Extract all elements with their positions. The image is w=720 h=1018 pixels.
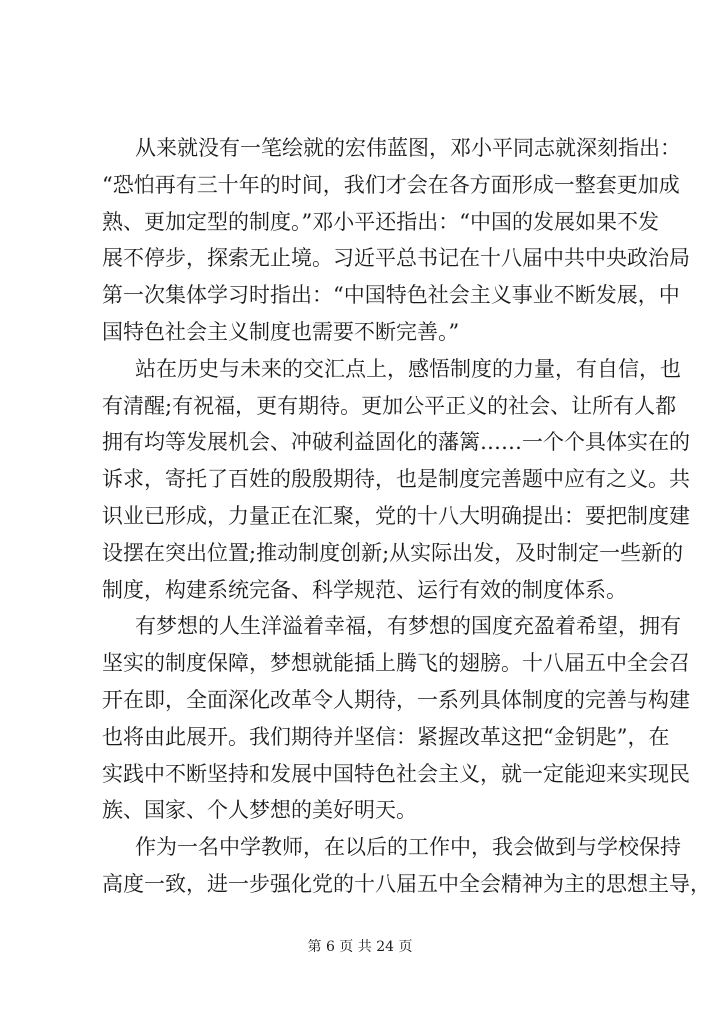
text-line: 也将由此展开。我们期待并坚信：紧握改革这把“金钥匙”，在	[102, 724, 670, 749]
text-line: 诉求，寄托了百姓的殷殷期待，也是制度完善题中应有之义。共	[102, 467, 690, 492]
text-line: 作为一名中学教师，在以后的工作中，我会做到与学校保持	[135, 835, 681, 860]
text-line: 识业已形成，力量正在汇聚，党的十八大明确提出：要把制度建	[102, 503, 690, 528]
text-line: 第一次集体学习时指出：“中国特色社会主义事业不断发展，中	[102, 283, 680, 308]
text-line: 从来就没有一笔绘就的宏伟蓝图，邓小平同志就深刻指出：	[135, 136, 681, 160]
text-line: 熟、更加定型的制度。”邓小平还指出：“中国的发展如果不发	[102, 209, 659, 234]
text-line: 设摆在突出位置;推动制度创新;从实际出发，及时制定一些新的	[102, 540, 684, 565]
text-line: 拥有均等发展机会、冲破利益固化的藩篱……一个个具体实在的	[102, 430, 690, 455]
text-line: 国特色社会主义制度也需要不断完善。”	[102, 319, 460, 344]
text-line: 高度一致，进一步强化党的十八届五中全会精神为主的思想主导，	[102, 871, 711, 896]
text-line: 族、国家、个人梦想的美好明天。	[102, 798, 417, 823]
text-line: 展不停步，探索无止境。习近平总书记在十八届中共中央政治局	[102, 246, 690, 271]
paragraph-1	[102, 130, 690, 351]
text-line: 制度，构建系统完备、科学规范、运行有效的制度体系。	[102, 577, 627, 602]
text-line: 有清醒;有祝福，更有期待。更加公平正义的社会、让所有人都	[102, 393, 677, 418]
text-line: 有梦想的人生洋溢着幸福，有梦想的国度充盈着希望，拥有	[135, 614, 681, 639]
paragraph-4	[102, 829, 711, 903]
paragraph-2	[102, 351, 690, 609]
page-number-footer: 第 6 页 共 24 页	[307, 939, 413, 955]
body-text	[102, 130, 711, 903]
text-line: “恐怕再有三十年的时间，我们才会在各方面形成一整套更加成	[102, 172, 680, 197]
text-line: 实践中不断坚持和发展中国特色社会主义，就一定能迎来实现民	[102, 761, 690, 786]
paragraph-3	[102, 608, 690, 829]
text-line: 站在历史与未来的交汇点上，感悟制度的力量，有自信，也	[135, 356, 681, 381]
text-line: 开在即，全面深化改革令人期待，一系列具体制度的完善与构建	[102, 687, 690, 712]
text-line: 坚实的制度保障，梦想就能插上腾飞的翅膀。十八届五中全会召	[102, 651, 690, 676]
